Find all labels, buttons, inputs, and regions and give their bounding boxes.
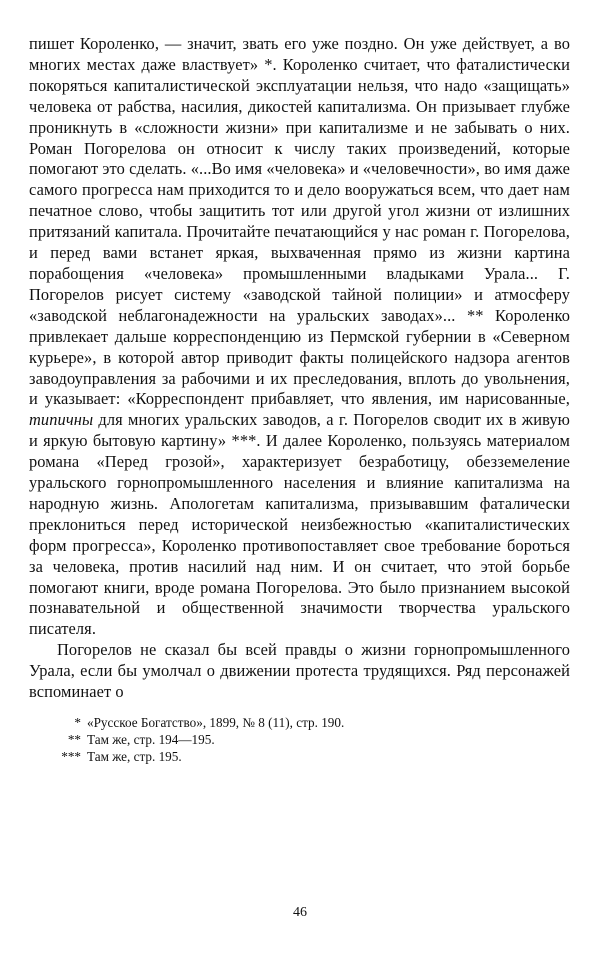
footnote-mark: *** (61, 748, 81, 764)
footnote-text: Там же, стр. 195. (87, 748, 182, 764)
page (29, 34, 570, 765)
body-text (29, 34, 570, 703)
paragraph-2: Погорелов не сказал бы всей правды о жизни горнопромышленного Урала, если бы умолчал о движении протеста трудящихся. Ряд персонажей вспоминает о (29, 640, 570, 702)
footnotes (29, 715, 570, 765)
footnote-mark: * (74, 715, 81, 730)
footnote-mark: ** (67, 731, 81, 747)
italic-word: типичны (29, 410, 94, 430)
paragraph-1-part-1: пишет Короленко, — значит, звать его уже поздно. Он уже действует, а во многих местах даже властвует» *. Короленко считает, что фаталистически покоряться капиталистической эксплуатации нельзя, что надо «защищать» человека от рабства, насилия, дикостей капитализма. Он призывает глубже проникнуть в «сложности жизни» при капитализме и не забывать о них. Роман Погорелова он относит к числу таких произведений, которые помогают это сделать. «...Во имя «человека» и «человечности», во имя даже самого прогресса нам приходится то и дело вооружаться всем, что дает нам печатное слово, чтобы защитить тот или другой угол жизни от излишних притязаний капитала. Прочитайте печатающийся у нас роман г. Погорелова, и перед вами встанет яркая, выхваченная прямо из жизни картина порабощения «человека» промышленными владыками Урала... Г. Погорелов рисует систему «заводской тайной полиции» и атмосферу «заводской неблагонадежности на уральских заводах»... ** Короленко привлекает дальше корреспонденцию из Пермской губернии в «Северном курьере», в которой автор приводит факты полицейского надзора агентов заводоуправления за рабочими и их преследования, вплоть до увольнения, и указывает: «Корреспондент прибавляет, что явления, им нарисованные, (29, 34, 571, 409)
footnote-2 (29, 732, 570, 749)
page-number: 46 (293, 905, 307, 920)
footnote-3 (29, 749, 570, 766)
footnote-1 (29, 715, 570, 732)
paragraph-1-part-2: для многих уральских заводов, а г. Погорелов сводит их в живую и яркую бытовую картину» ***. И далее Короленко, пользуясь материалом романа «Перед грозой», характеризует безработицу, обезземеление уральского горнопромышленного населения и влияние капитализма на народную жизнь. Апологетам капитализма, призывавшим фаталически преклониться перед исторической неизбежностью «капиталистических форм прогресса», Короленко противопоставляет свое требование бороться за человека, против насилий над ним. И он считает, что этой борьбе помогают книги, вроде романа Погорелова. Это было признанием высокой познавательной и общественной значимости творчества уральского писателя. (29, 410, 570, 639)
footnote-text: «Русское Богатство», 1899, № 8 (11), стр. 190. (87, 715, 345, 730)
footnote-text: Там же, стр. 194—195. (87, 731, 215, 747)
paragraph-1 (29, 34, 570, 640)
